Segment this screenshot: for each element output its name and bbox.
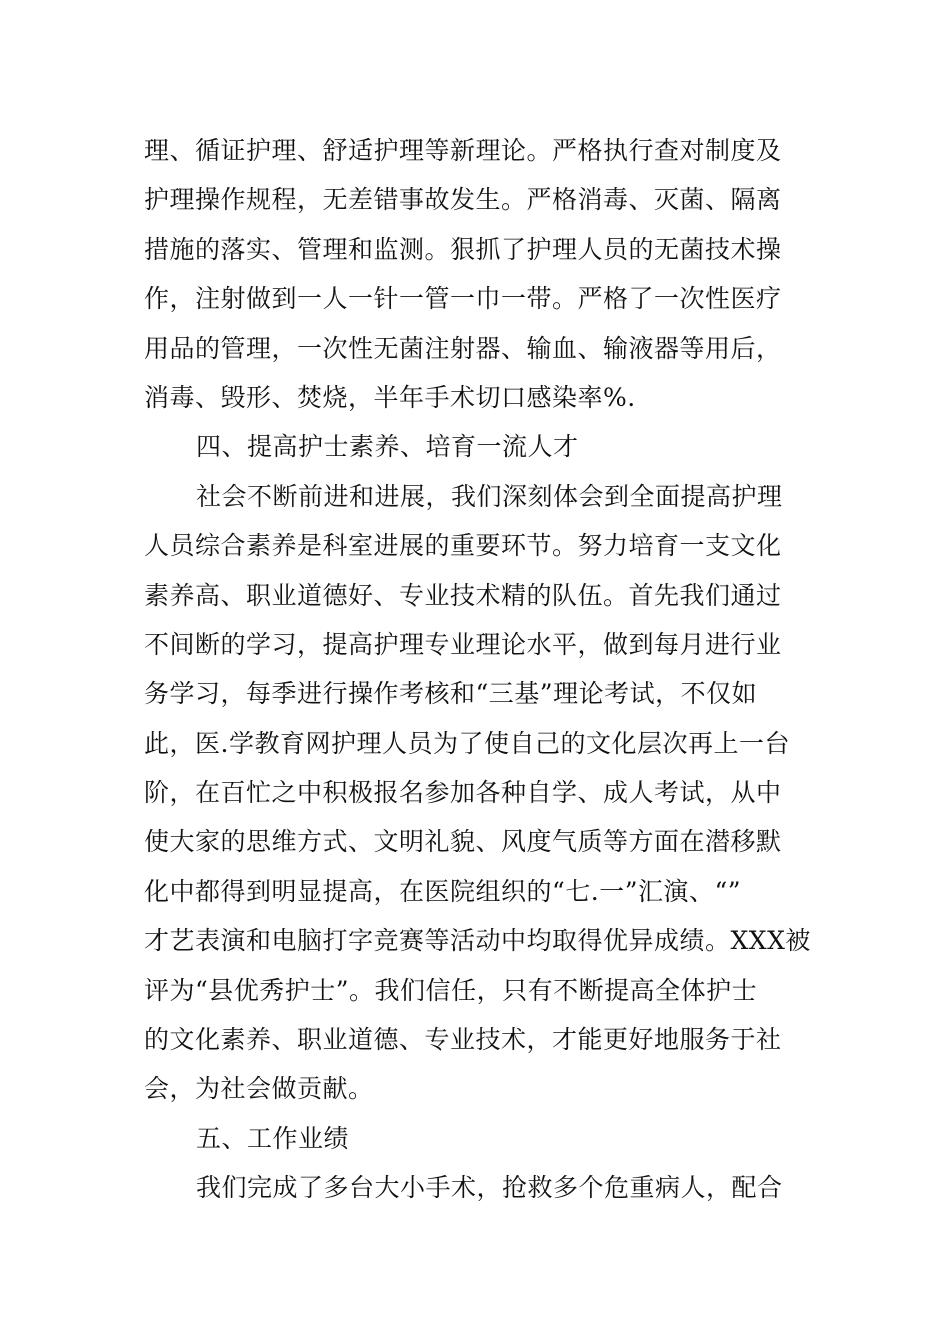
text-line: 措施的落实、管理和监测。狠抓了护理人员的无菌技术操 — [144, 234, 782, 264]
text-line: 素养高、职业道德好、专业技术精的队伍。首先我们通过 — [144, 580, 782, 610]
text-line: 不间断的学习，提高护理专业理论水平，做到每月进行业 — [144, 629, 782, 659]
text-line: 化中都得到明显提高，在医院组织的“七.一”汇演、“” — [144, 876, 742, 906]
text-line: 使大家的思维方式、文明礼貌、风度气质等方面在潜移默 — [144, 827, 782, 857]
text-line: 护理操作规程，无差错事故发生。严格消毒、灭菌、隔离 — [144, 185, 782, 215]
paragraph-first-line: 我们完成了多台大小手术，抢救多个危重病人，配合 — [196, 1173, 783, 1203]
text-line: 用品的管理，一次性无菌注射器、输血、输液器等用后， — [144, 333, 782, 363]
text-line: 的文化素养、职业道德、专业技术，才能更好地服务于社 — [144, 1025, 782, 1055]
paragraph-first-line: 社会不断前进和进展，我们深刻体会到全面提高护理 — [196, 481, 783, 511]
text-line: 会，为社会做贡献。 — [144, 1074, 374, 1104]
text-line: 评为“县优秀护士”。我们信任，只有不断提高全体护士 — [144, 975, 758, 1005]
document-body — [144, 126, 810, 1213]
text-line: 消毒、毁形、焚烧，半年手术切口感染率%. — [144, 382, 636, 412]
section-heading-4: 四、提高护士素养、培育一流人才 — [196, 432, 579, 462]
text-line: 理、循证护理、舒适护理等新理论。严格执行查对制度及 — [144, 136, 782, 165]
section-heading-5: 五、工作业绩 — [196, 1123, 350, 1153]
text-line: 务学习，每季进行操作考核和“三基”理论考试，不仅如 — [144, 679, 758, 709]
text-line: 阶，在百忙之中积极报名参加各种自学、成人考试，从中 — [144, 778, 782, 808]
text-line: 作，注射做到一人一针一管一巾一带。严格了一次性医疗 — [144, 284, 782, 314]
text-line: 此，医.学教育网护理人员为了使自己的文化层次再上一台 — [144, 728, 790, 758]
text-line: 人员综合素养是科室进展的重要环节。努力培育一支文化 — [144, 531, 782, 561]
text-line: 才艺表演和电脑打字竞赛等活动中均取得优异成绩。XXX被 — [144, 926, 811, 956]
